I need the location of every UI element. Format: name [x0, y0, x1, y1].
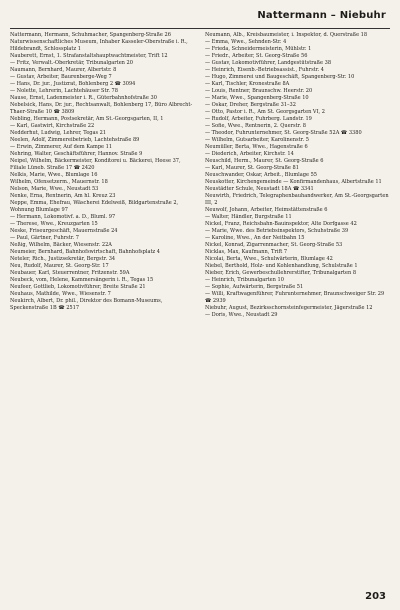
directory-entry: — Therese, Wwe., Kreuzgarten 15 [10, 221, 98, 227]
directory-entry: Neu, Rudolf, Maurer, St. Georg-Str. 17 [10, 263, 109, 269]
directory-entry: — Karl, Tischler, Kronestraße 8A [205, 81, 290, 87]
directory-entry: — Gustav, Lokomotivführer, Landgestütstraße 38 [205, 60, 332, 66]
directory-entry: Neumeier, Bernhard, Bahnhofswirtschaft, Bahnhofsplatz 4 [10, 249, 161, 255]
directory-entry: — Heinrich, Eisenb.-Betriebsassist., Fuhrstr. 4 [205, 67, 324, 73]
directory-entry: Nehring, Walter, Geschäftsführer, Hannov. Straße 9 [10, 151, 143, 157]
directory-entry: Neuwirth, Friedrich, Telegraphenbauhandwerker, Am St.-Georgsgarten III, 2 [205, 193, 389, 206]
directory-entry: — Oskar, Dreher, Bergstraße 31–32 [205, 102, 296, 108]
directory-entry: Neukirch, Albert, Dr. phil., Direktor des Bomann-Museums, Speckenstraße 1B ☎ 2517 [10, 298, 163, 311]
directory-entry: Nicolai, Berta, Wwe., Schulwärterin, Blumlage 42 [205, 256, 333, 262]
directory-entry: Neuschwander, Oskar, Arbeit., Blumlage 55 [205, 172, 317, 178]
directory-entry: — Fritz, Verwalt.-Oberkretär, Tribunalgarten 20 [10, 60, 133, 66]
directory-entry: Naturwissenschaftliches Museum, Inhaber Kasseler-Oberstraße i. R., Hildebrandt, Schlossplatz 1 [10, 39, 188, 52]
directory-columns [10, 32, 390, 592]
directory-entry: Nelson, Marie, Wwe., Neustadt 53 [10, 186, 99, 192]
directory-entry: — Willi, Kraftwagenführer, Fuhrunternehmer, Braunschweiger Str. 29 ☎ 2939 [205, 291, 385, 304]
directory-entry: — Karoline, Wwe., An der Neitbahn 15 [205, 235, 305, 241]
directory-entry: — Marie, Wwe., Spangenberg-Straße 10 [205, 95, 309, 101]
directory-entry: Nebelsick, Hans, Dr. jur., Rechtsanwalt, Bohlenberg 17, Büro Albrecht-Thaer-Straße 10 ☎ 3809 [10, 102, 193, 115]
directory-entry: Neustädter Schule, Neustadt 18A ☎ 3341 [205, 186, 314, 192]
page-number: 203 [365, 591, 386, 602]
directory-entry: Nicklas, Max, Kaufmann, Trift 7 [205, 249, 288, 255]
directory-entry: Nauberett, Ernst, 1. Strafanstaltshauptwachtmeister, Trift 12 [10, 53, 168, 59]
directory-entry: Neelen, Adolf, Zimmereibetrieb, Lachtehstraße 89 [10, 137, 140, 143]
directory-entry: — Walter, Händler, Burgstraße 11 [205, 214, 292, 220]
directory-entry: Neufeer, Gottlieb, Lokomotivführer, Breite Straße 21 [10, 284, 146, 290]
directory-entry: — Gustav, Arbeiter, Baurenberge-Weg 7 [10, 74, 112, 80]
directory-entry: — Doris, Wwe., Neustadt 29 [205, 312, 278, 318]
directory-entry: — Emma, Wwe., Sehnden-Str. 4 [205, 39, 287, 45]
directory-entry: — Karl, Maurer, St. Georg-Straße 81 [205, 165, 299, 171]
directory-entry: Nattermann, Hermann, Schuhmacher, Spangenberg-Straße 26 [10, 32, 171, 38]
directory-entry: — Paul, Gärtner, Fuhrstr. 7 [10, 235, 79, 241]
directory-entry: — Sophie, Aufwärterin, Bergstraße 51 [205, 284, 304, 290]
directory-entry: — Frieda, Schneidermeisterin, Mühlstr. 1 [205, 46, 312, 52]
directory-entry: Neubeck, vom, Helene, Kammersängerin i. R., Tegas 15 [10, 277, 154, 283]
directory-entry: Neßig, Wilhelm, Bäcker, Wiesenstr. 22A [10, 242, 112, 248]
directory-entry: — Sofie, Wwe., Rentnerin, 2. Querstr. 8 [205, 123, 306, 129]
directory-entry: Nieber, Erich, Gewerbeschullehrerstifter, Tribunalgarten 8 [205, 270, 357, 276]
directory-entry: Nickel, Franz, Reichsbahn-Bauinspektor, Alte Dorfgasse 42 [205, 221, 357, 227]
directory-entry: Neuwolf, Johann, Arbeiter, Heimstättenstraße 6 [205, 207, 328, 213]
directory-entry: Neubauer, Karl, Steuerrentner, Fritzenstr. 59A [10, 270, 130, 276]
directory-entry: — Otto, Pastor i. R., Am St. Georgsgarten VI, 2 [205, 109, 325, 115]
directory-entry: Niebel, Berthold, Holz- und Kohlenhandlung, Schulstraße 1 [205, 263, 358, 269]
directory-entry: Nickel, Konrad, Zigarrenmacher, St. Georg-Straße 53 [205, 242, 343, 248]
directory-entry: Naumann, Bernhard, Maurer, Albertstr. 8 [10, 67, 117, 73]
directory-entry: Nebling, Hermann, Postsekretär, Am St.-Georgsgarten, II, 1 [10, 116, 164, 122]
directory-entry: Neuskotter, Kirchengemeinde — Konfirmandenhaus, Albertstraße 11 [205, 179, 382, 185]
directory-entry: — Erwin, Zimmerer, Auf dem Kampe 11 [10, 144, 113, 150]
directory-entry: — Louis, Rentner, Braunschw. Heerstr. 20 [205, 88, 313, 94]
directory-entry: Nenke, Erna, Rentnerin, Am hl. Kreuz 23 [10, 193, 116, 199]
running-head: Nattermann – Niebuhr [257, 10, 386, 21]
directory-entry: Niebuhr, August, Bezirksschornsteinfegermeister, Jägerstraße 12 [205, 305, 373, 311]
directory-entry: — Theodor, Fuhrunternehmer, St. Georg-Straße 52A ☎ 3380 [205, 130, 362, 136]
directory-entry: — Diederich, Arbeiter, Kirchstr. 14 [205, 151, 294, 157]
directory-entry: — Heinrich, Tribunalgarten 10 [205, 277, 284, 283]
directory-entry: — Marie, Wwe. des Betriebsinspektors, Schuhstraße 39 [205, 228, 349, 234]
directory-entry: Nedderhut, Ludwig, Lehrer, Tegas 21 [10, 130, 107, 136]
directory-entry: — Friedr., Arbeiter, St. Georg-Straße 56 [205, 53, 308, 59]
directory-entry: Neumüller, Berta, Wwe., Hagenstraße 6 [205, 144, 308, 150]
page-header [10, 10, 390, 29]
directory-entry: Nause, Ernst, Ladenmeister i. R., Güterbahnhofstraße 30 [10, 95, 157, 101]
directory-entry: Neteler, Rich., Justizsekretär, Bergstr. 34 [10, 256, 116, 262]
directory-entry: Wilhelm, Ofensetzerm., Mauernstr. 18 [10, 179, 108, 185]
directory-entry: — Rudolf, Arbeiter, Fuhrberg. Landstr. 19 [205, 116, 312, 122]
directory-entry: Neske, Friseurgeschäft, Mauernstraße 24 [10, 228, 118, 234]
directory-entry: Neuhaus, Mathilde, Wwe., Wiesenstr. 7 [10, 291, 111, 297]
directory-column-left [10, 32, 195, 592]
directory-entry: — Wilhelm, Gutsarbeiter, Karolinenstr. 5 [205, 137, 309, 143]
directory-entry: Neipel, Wilhelm, Bäckermeister, Konditorei u. Bäckerei, Heese 37, Filiale Lüneb. Straße 17 ☎ 2420 [10, 158, 181, 171]
directory-entry: Neppe, Emma, Ehefrau, Wäscherei Edelweiß, Bildgartenstraße 2, Wohnung Blumlage 97 [10, 200, 179, 213]
directory-entry: Nelkis, Marie, Wwe., Blumlage 16 [10, 172, 98, 178]
directory-entry: — Hans, Dr. jur., Justizrat, Bohlenberg 2 ☎ 3094 [10, 81, 136, 87]
directory-entry: Neumann, Alb., Kreisbaumeister, i. Inspektor, d. Querstraße 18 [205, 32, 368, 38]
directory-entry: — Karl, Gastwirt, Kirchstraße 22 [10, 123, 95, 129]
directory-entry: — Nolette, Lehrerin, Lachtehäuser Str. 78 [10, 88, 118, 94]
directory-column-right [205, 32, 390, 592]
directory-entry: — Hermann, Lokomotivf. a. D., Bluml. 97 [10, 214, 116, 220]
directory-entry: Neuschild, Herm., Maurer, St. Georg-Straße 6 [205, 158, 324, 164]
directory-entry: — Hugo, Zimmerei und Baugeschäft, Spangenberg-Str. 10 [205, 74, 355, 80]
